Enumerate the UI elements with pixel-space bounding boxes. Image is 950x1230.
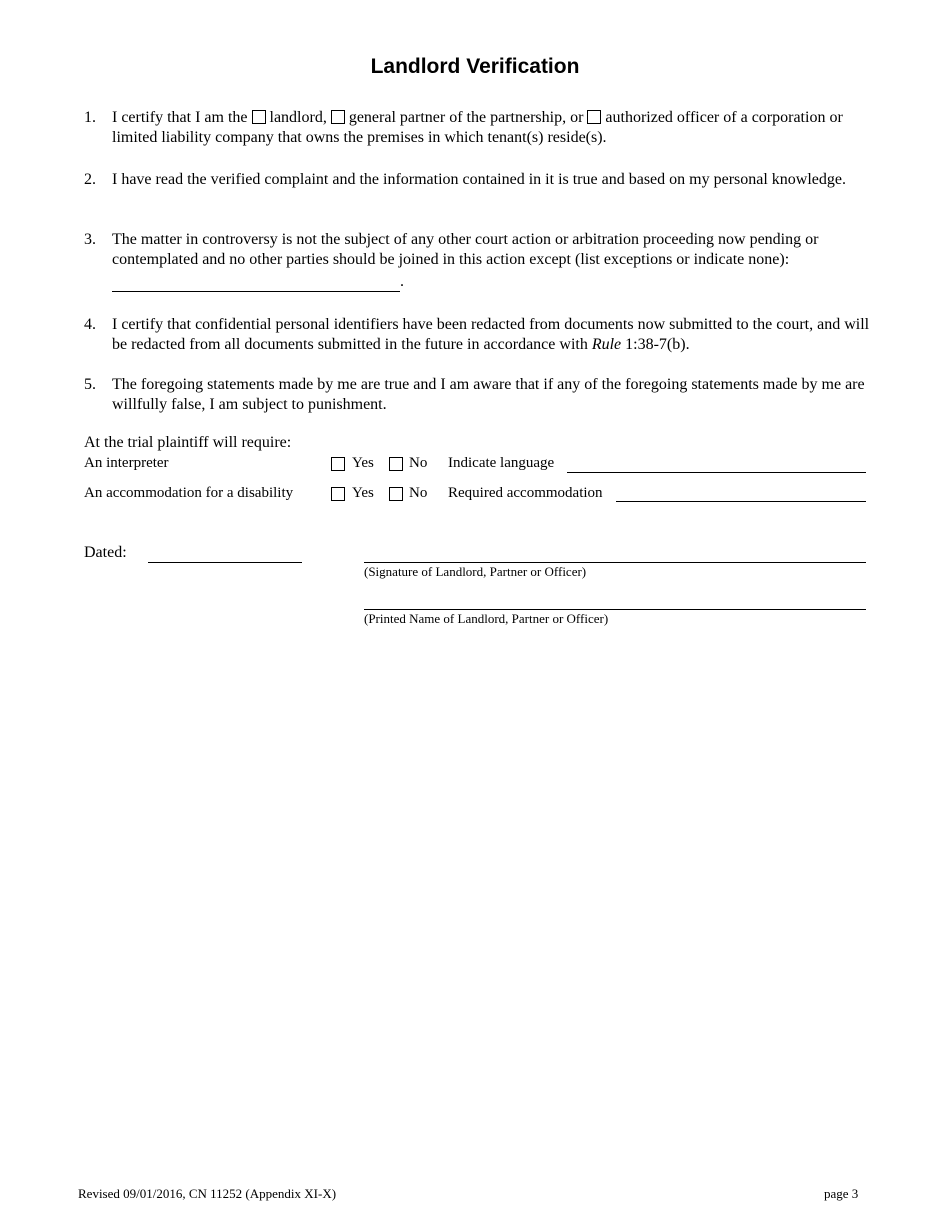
item-number: 3. bbox=[84, 231, 96, 248]
statement-5 bbox=[84, 375, 874, 415]
item-number: 1. bbox=[84, 109, 96, 126]
signature-caption: (Signature of Landlord, Partner or Officer) bbox=[364, 564, 587, 579]
dated-label: Dated: bbox=[84, 544, 127, 561]
language-input-line[interactable] bbox=[567, 472, 866, 473]
accommodation-input-line[interactable] bbox=[616, 501, 866, 502]
printed-name-caption: (Printed Name of Landlord, Partner or Officer) bbox=[364, 611, 609, 626]
indicate-language-label: Indicate language bbox=[448, 455, 555, 471]
statement-text: The foregoing statements made by me are true and I am aware that if any of the foregoing statements made by me are willfully false, I am subject to punishment. bbox=[112, 376, 865, 413]
item-number: 5. bbox=[84, 376, 96, 393]
required-accommodation-label: Required accommodation bbox=[448, 485, 603, 501]
accommodation-no-label: No bbox=[409, 485, 428, 501]
exceptions-input-line[interactable] bbox=[112, 275, 400, 292]
accommodation-no-checkbox[interactable] bbox=[389, 487, 403, 501]
general-partner-label: general partner of the partnership, or bbox=[348, 109, 584, 126]
interpreter-no-checkbox[interactable] bbox=[389, 457, 403, 471]
rule-number: 1:38-7(b). bbox=[625, 336, 690, 353]
accommodation-yes-label: Yes bbox=[352, 485, 374, 501]
statement-2 bbox=[84, 170, 874, 190]
signature-line[interactable] bbox=[364, 562, 866, 563]
interpreter-no-label: No bbox=[409, 455, 428, 471]
statement-text: The matter in controversy is not the subject of any other court action or arbitration proceeding now pending or contemplated and no other parties should be joined in this action except (list exceptions or indicate none): bbox=[112, 231, 819, 268]
interpreter-label: An interpreter bbox=[84, 455, 169, 471]
statement-text: I certify that confidential personal identifiers have been redacted from documents now submitted to the court, and will be redacted from all documents submitted in the future in accordance with bbox=[112, 316, 870, 353]
revision-footer: Revised 09/01/2016, CN 11252 (Appendix XI-X) bbox=[78, 1186, 337, 1201]
page-title: Landlord Verification bbox=[370, 55, 580, 78]
page-number: page 3 bbox=[824, 1186, 859, 1201]
trial-heading: At the trial plaintiff will require: bbox=[84, 434, 292, 451]
statement-text: I have read the verified complaint and the information contained in it is true and based on my personal knowledge. bbox=[112, 171, 846, 188]
general-partner-checkbox[interactable] bbox=[331, 110, 345, 124]
statement-1 bbox=[84, 108, 874, 148]
accommodation-label: An accommodation for a disability bbox=[84, 485, 294, 501]
printed-name-line[interactable] bbox=[364, 609, 866, 610]
interpreter-yes-label: Yes bbox=[352, 455, 374, 471]
dated-input-line[interactable] bbox=[148, 562, 302, 563]
accommodation-yes-checkbox[interactable] bbox=[331, 487, 345, 501]
landlord-checkbox[interactable] bbox=[252, 110, 266, 124]
authorized-officer-label: authorized officer of a corporation or limited liability company that owns the premises in which tenant(s) reside(s). bbox=[112, 109, 843, 146]
item-number: 2. bbox=[84, 171, 96, 188]
authorized-officer-checkbox[interactable] bbox=[587, 110, 601, 124]
landlord-label: landlord, bbox=[269, 109, 327, 126]
item-number: 4. bbox=[84, 316, 96, 333]
statement-4 bbox=[84, 315, 874, 355]
statement-text: I certify that I am the bbox=[112, 109, 248, 126]
statement-3 bbox=[84, 230, 874, 292]
period: . bbox=[400, 273, 404, 290]
rule-label: Rule bbox=[591, 336, 622, 353]
interpreter-yes-checkbox[interactable] bbox=[331, 457, 345, 471]
